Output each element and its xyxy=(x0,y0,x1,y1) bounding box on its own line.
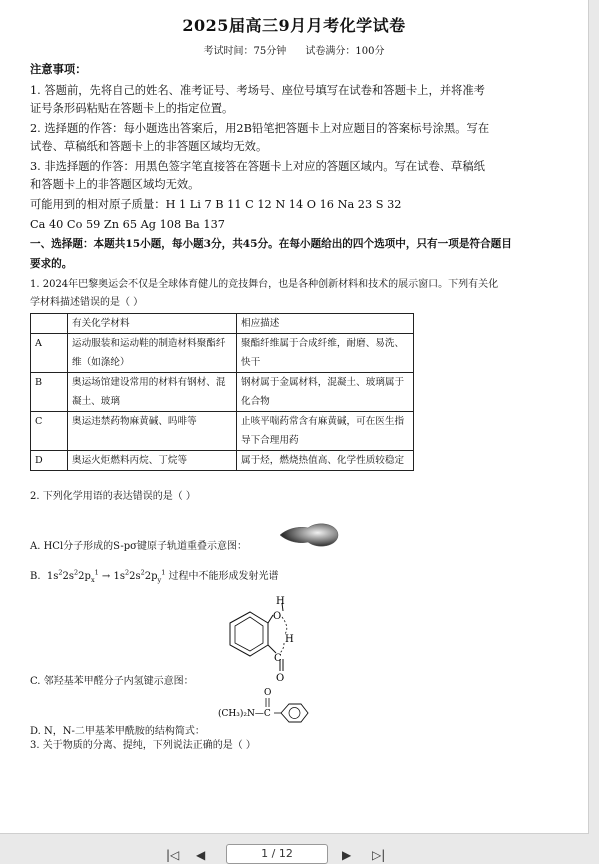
atomic-mass-line1: 可能用到的相对原子质量：H 1 Li 7 B 11 C 12 N 14 O 16 Na 23 S 32 xyxy=(30,198,402,211)
notice-1b: 证号条形码粘贴在答题卡上的指定位置。 xyxy=(30,102,234,115)
atom-c: C xyxy=(274,653,282,664)
row-desc: 止咳平喘药常含有麻黄碱，可在医生指导下合理用药 xyxy=(237,412,414,451)
pdf-pager xyxy=(0,842,599,862)
q1-table xyxy=(30,313,414,471)
q2-option-c: C. 邻羟基苯甲醛分子内氢键示意图： xyxy=(30,676,194,687)
section1-line1: 一、选择题：本题共15小题，每小题3分，共45分。在每小题给出的四个选项中，只有一项是符合题目 xyxy=(30,238,512,250)
q2-option-b: B. $1s^22s^22p_x^1 \to 1s^22s^22p_y^1$ 过程中不能形成发射光谱 xyxy=(30,568,279,584)
row-material: 奥运违禁药物麻黄碱、吗啡等 xyxy=(68,412,237,451)
exam-time: 考试时间：75分钟 xyxy=(203,46,287,57)
exam-score: 试卷满分：100分 xyxy=(305,46,385,57)
notice-3b: 和答题卡上的非答题区域均无效。 xyxy=(30,178,200,191)
table-header-desc: 相应描述 xyxy=(237,314,414,334)
last-page-icon[interactable]: ▷| xyxy=(372,848,386,862)
notice-heading: 注意事项： xyxy=(30,62,87,76)
atom-o-bottom: O xyxy=(276,673,285,684)
table-cell xyxy=(31,314,68,334)
dimethylbenzamide-structure xyxy=(218,686,318,726)
atom-h-top: H xyxy=(276,596,285,607)
row-key: A xyxy=(31,334,68,373)
page-title: 2025届高三9月月考化学试卷 xyxy=(182,16,406,35)
atomic-mass-line2: Ca 40 Co 59 Zn 65 Ag 108 Ba 137 xyxy=(30,218,225,231)
row-material: 奥运火炬燃料丙烷、丁烷等 xyxy=(68,451,237,471)
q3-stem: 3. 关于物质的分离、提纯，下列说法正确的是（ ） xyxy=(30,740,256,751)
first-page-icon[interactable]: |◁ xyxy=(166,848,180,862)
atom-o-top: O xyxy=(273,611,282,622)
exam-meta xyxy=(0,42,588,57)
orbital-overlap-icon xyxy=(278,520,340,550)
section1-line2: 要求的。 xyxy=(30,258,73,270)
row-key: B xyxy=(31,373,68,412)
table-row xyxy=(31,451,414,471)
row-material: 奥运场馆建设常用的材料有钢材、混凝土、玻璃 xyxy=(68,373,237,412)
notice-2a: 2. 选择题的作答：每小题选出答案后，用2B铅笔把答题卡上对应题目的答案标号涂黑。写在 xyxy=(30,122,490,135)
next-page-icon[interactable]: ▶ xyxy=(342,848,352,862)
page-number-input[interactable]: 1 / 12 xyxy=(226,844,328,864)
table-row xyxy=(31,373,414,412)
notice-3a: 3. 非选择题的作答：用黑色签字笔直接答在答题卡上对应的答题区域内。写在试卷、草稿纸 xyxy=(30,160,485,173)
dimethylamino-group: (CH₃)₂N—C xyxy=(218,709,271,719)
row-desc: 钢材属于金属材料，混凝土、玻璃属于化合物 xyxy=(237,373,414,412)
table-header-row xyxy=(31,314,414,334)
q1-line2: 学材料描述错误的是（ ） xyxy=(30,297,144,308)
q2-stem: 2. 下列化学用语的表达错误的是（ ） xyxy=(30,491,196,502)
row-material: 运动服装和运动鞋的制造材料聚酯纤维（如涤纶） xyxy=(68,334,237,373)
atom-o-carbonyl: O xyxy=(264,688,272,698)
row-desc: 属于烃，燃烧热值高、化学性质较稳定 xyxy=(237,451,414,471)
q2-option-b-text: 过程中不能形成发射光谱 xyxy=(168,571,279,582)
table-header-material: 有关化学材料 xyxy=(68,314,237,334)
ortho-hydroxybenzaldehyde-structure xyxy=(210,595,300,685)
row-key: C xyxy=(31,412,68,451)
q2-option-d: D. N，N-二甲基苯甲酰胺的结构简式： xyxy=(30,726,205,737)
table-row xyxy=(31,334,414,373)
notice-1a: 1. 答题前，先将自己的姓名、准考证号、考场号、座位号填写在试卷和答题卡上，并将准考 xyxy=(30,84,485,97)
prev-page-icon[interactable]: ◀ xyxy=(196,848,206,862)
q1-line1: 1. 2024年巴黎奥运会不仅是全球体育健儿的竞技舞台，也是各种创新材料和技术的展示窗口。下列有关化 xyxy=(30,279,499,290)
q2-option-a: A. HCl分子形成的S-pσ键原子轨道重叠示意图： xyxy=(30,541,247,552)
notice-2b: 试卷、草稿纸和答题卡上的非答题区域均无效。 xyxy=(30,140,268,153)
row-key: D xyxy=(31,451,68,471)
row-desc: 聚酯纤维属于合成纤维，耐磨、易洗、快干 xyxy=(237,334,414,373)
table-row xyxy=(31,412,414,451)
atom-h-mid: H xyxy=(285,634,294,645)
